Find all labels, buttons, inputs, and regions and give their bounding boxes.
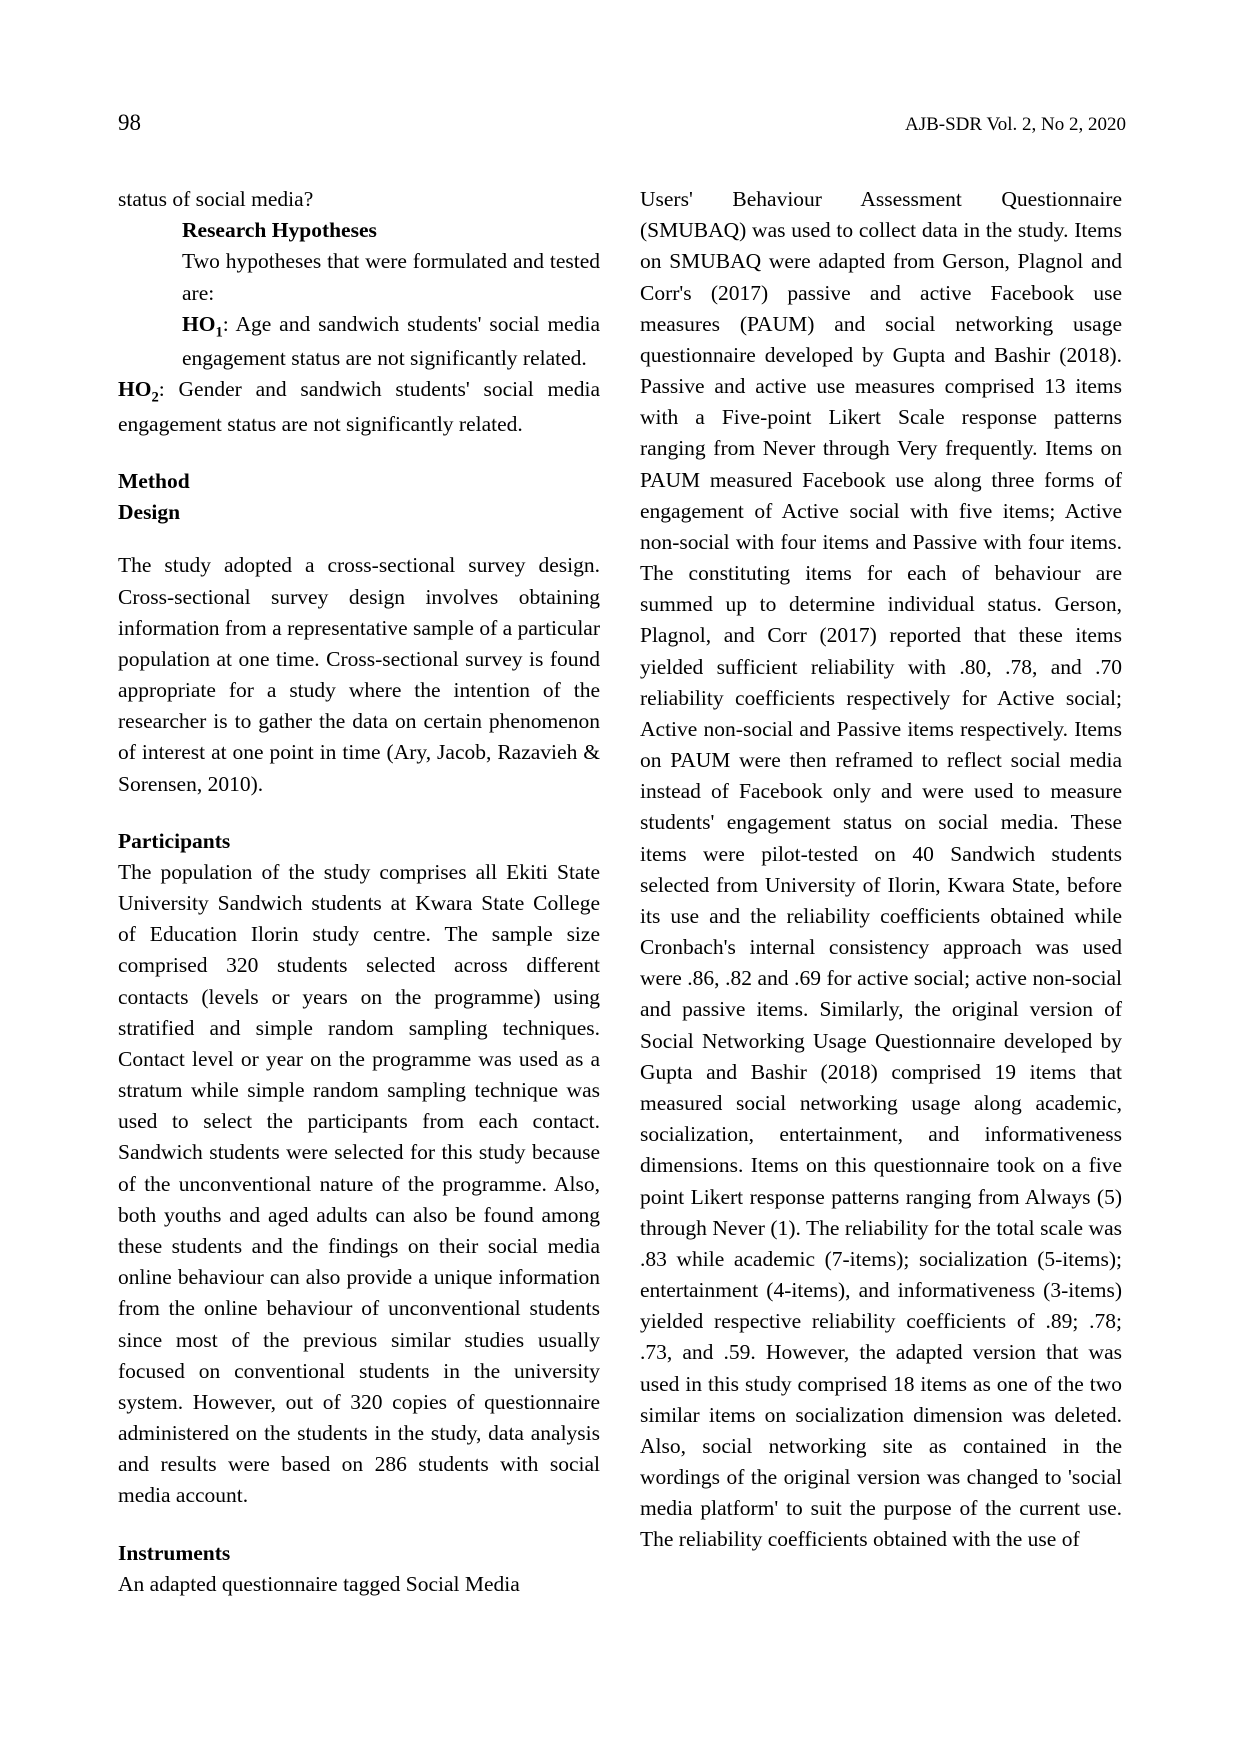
instruments-paragraph: An adapted questionnaire tagged Social Media bbox=[118, 1571, 520, 1596]
running-head bbox=[118, 110, 1126, 136]
hypothesis-one-subscript: 1 bbox=[215, 323, 223, 340]
heading-method: Method bbox=[118, 469, 190, 494]
hypothesis-one-label: HO bbox=[182, 311, 216, 336]
two-column-body bbox=[118, 184, 1126, 1600]
participants-paragraph: The population of the study comprises all Ekiti State University Sandwich students at Kwara State College of Education Ilorin study centre. The sample size comprised 320 students selected across different contacts (levels or years on the programme) using stratified and simple random sampling techniques. Contact level or year on the programme was used as a stratum while simple random sampling technique was used to select the participants from each contact. Sandwich students were selected for this study because of the unconventional nature of the programme. Also, both youths and aged adults can also be found among these students and the findings on their social media online behaviour can also provide a unique information from the online behaviour of unconventional students since most of the previous similar studies usually focused on conventional students in the university system. However, out of 320 copies of questionnaire administered on the students in the study, data analysis and results were based on 286 students with social media account. bbox=[118, 859, 600, 1508]
heading-research-hypotheses: Research Hypotheses bbox=[182, 218, 377, 243]
heading-design: Design bbox=[118, 500, 181, 525]
hypothesis-two-text: : Gender and sandwich students' social media engagement status are not significantly related. bbox=[118, 377, 600, 436]
heading-participants: Participants bbox=[118, 828, 231, 853]
journal-citation: AJB-SDR Vol. 2, No 2, 2020 bbox=[904, 114, 1126, 135]
hypothesis-two bbox=[118, 374, 600, 440]
left-column bbox=[118, 184, 600, 1600]
hypothesis-two-label: HO bbox=[118, 377, 152, 402]
hypothesis-one bbox=[182, 309, 600, 375]
right-column bbox=[640, 184, 1122, 1600]
hypothesis-one-text: : Age and sandwich students' social media engagement status are not significantly related. bbox=[182, 311, 600, 371]
continuation-paragraph: status of social media? bbox=[118, 187, 314, 211]
heading-instruments: Instruments bbox=[118, 1540, 231, 1565]
page-number: 98 bbox=[118, 110, 141, 135]
design-paragraph: The study adopted a cross-sectional survey design. Cross-sectional survey design involves obtaining information from a representative sample of a particular population at one time. Cross-sectional survey is found appropriate for a study where the intention of the researcher is to gather the data on certain phenomenon of interest at one point in time (Ary, Jacob, Razavieh & Sorensen, 2010). bbox=[118, 553, 600, 796]
hypotheses-intro: Two hypotheses that were formulated and tested are: bbox=[182, 249, 600, 305]
hypothesis-two-subscript: 2 bbox=[151, 389, 159, 406]
right-column-paragraph: Users' Behaviour Assessment Questionnaire (SMUBAQ) was used to collect data in the study. Items on SMUBAQ were adapted from Gerson, Plagnol and Corr's (2017) passive and active Facebook use measures (PAUM) and social networking usage questionnaire developed by Gupta and Bashir (2018). Passive and active use measures comprised 13 items with a Five-point Likert Scale response patterns ranging from Never through Very frequently. Items on PAUM measured Facebook use along three forms of engagement of Active social with five items; Active non-social with four items and Passive with four items. The constituting items for each of behaviour are summed up to determine individual status. Gerson, Plagnol, and Corr (2017) reported that these items yielded sufficient reliability with .80, .78, and .70 reliability coefficients respectively for Active social; Active non-social and Passive items respectively. Items on PAUM were then reframed to reflect social media instead of Facebook only and were used to measure students' engagement status on social media. These items were pilot-tested on 40 Sandwich students selected from University of Ilorin, Kwara State, before its use and the reliability coefficients obtained while Cronbach's internal consistency approach was used were .86, .82 and .69 for active social; active non-social and passive items. Similarly, the original version of Social Networking Usage Questionnaire developed by Gupta and Bashir (2018) comprised 19 items that measured social networking usage along academic, socialization, entertainment, and informativeness dimensions. Items on this questionnaire took on a five point Likert response patterns ranging from Always (5) through Never (1). The reliability for the total scale was .83 while academic (7-items); socialization (5-items); entertainment (4-items), and informativeness (3-items) yielded respective reliability coefficients of .89; .78; .73, and .59. However, the adapted version that was used in this study comprised 18 items as one of the two similar items on socialization dimension was deleted. Also, social networking site as contained in the wordings of the original version was changed to 'social media platform' to suit the purpose of the current use. The reliability coefficients obtained with the use of bbox=[640, 187, 1122, 1552]
